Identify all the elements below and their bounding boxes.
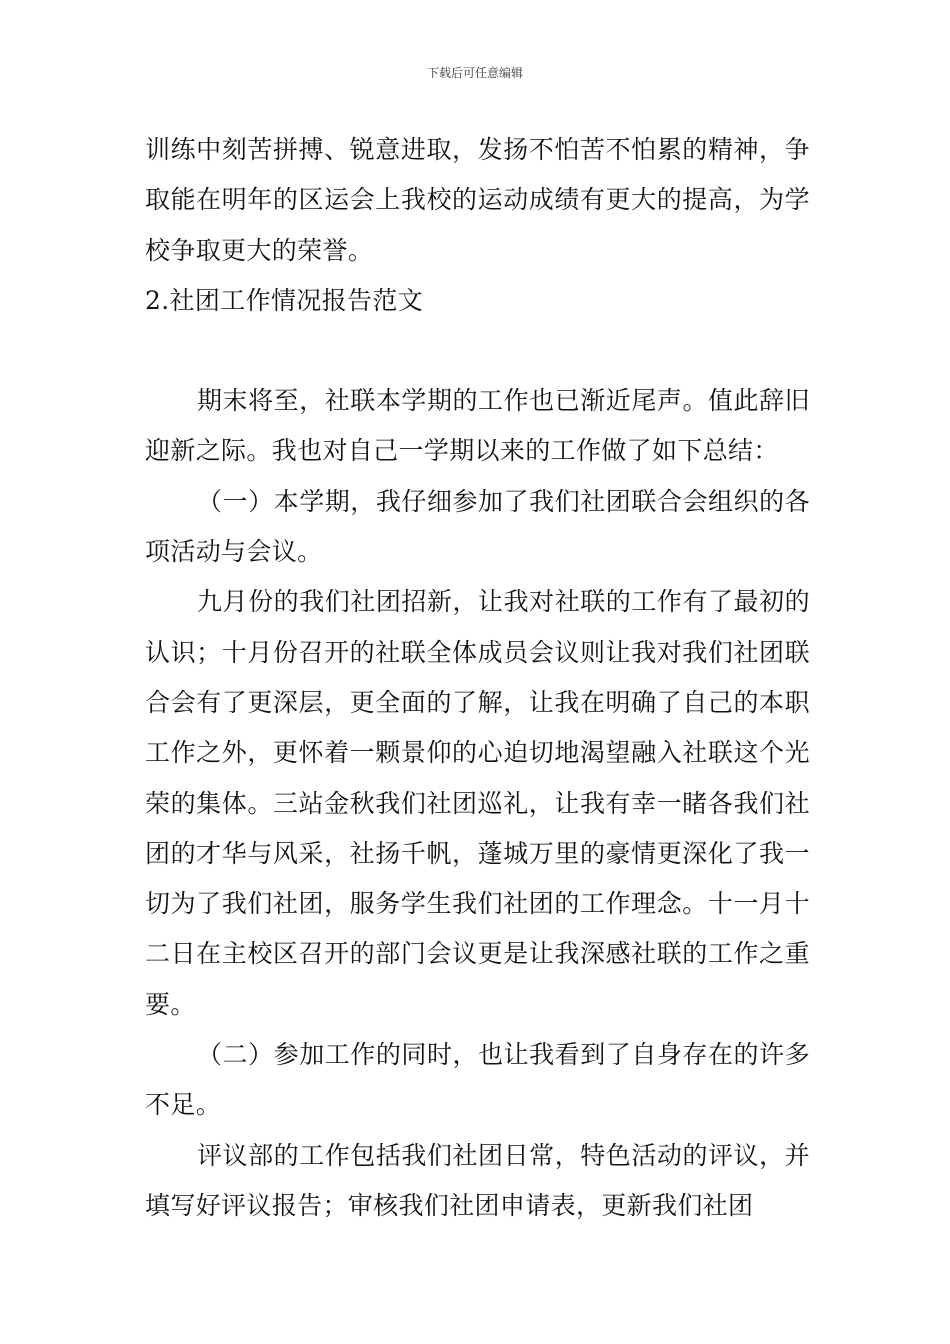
document-body	[145, 125, 810, 1231]
blank-line	[145, 326, 810, 376]
paragraph-evaluation: 评议部的工作包括我们社团日常，特色活动的评议，并填写好评议报告；审核我们社团申请表，更新我们社团	[145, 1140, 810, 1220]
paragraph-activities: 九月份的我们社团招新，让我对社联的工作有了最初的认识；十月份召开的社联全体成员会议则让我对我们社团联合会有了更深层，更全面的了解，让我在明确了自己的本职工作之外，更怀着一颗景仰的心迫切地渴望融入社联这个光荣的集体。三站金秋我们社团巡礼，让我有幸一睹各我们社团的才华与风采，社扬千帆，蓬城万里的豪情更深化了我一切为了我们社团，服务学生我们社团的工作理念。十一月十二日在主校区召开的部门会议更是让我深感社联的工作之重要。	[145, 587, 810, 1019]
page-header: 下载后可任意编辑	[426, 66, 523, 80]
paragraph-continuation: 训练中刻苦拼搏、锐意进取，发扬不怕苦不怕累的精神，争取能在明年的区运会上我校的运动成绩有更大的提高，为学校争取更大的荣誉。	[145, 135, 810, 265]
paragraph-point-two: （二）参加工作的同时，也让我看到了自身存在的许多不足。	[145, 1040, 810, 1120]
section-heading: 2.社团工作情况报告范文	[145, 285, 424, 315]
paragraph-intro: 期末将至，社联本学期的工作也已渐近尾声。值此辞旧迎新之际。我也对自己一学期以来的工作做了如下总结：	[145, 386, 810, 466]
paragraph-point-one: （一）本学期，我仔细参加了我们社团联合会组织的各项活动与会议。	[145, 486, 810, 567]
